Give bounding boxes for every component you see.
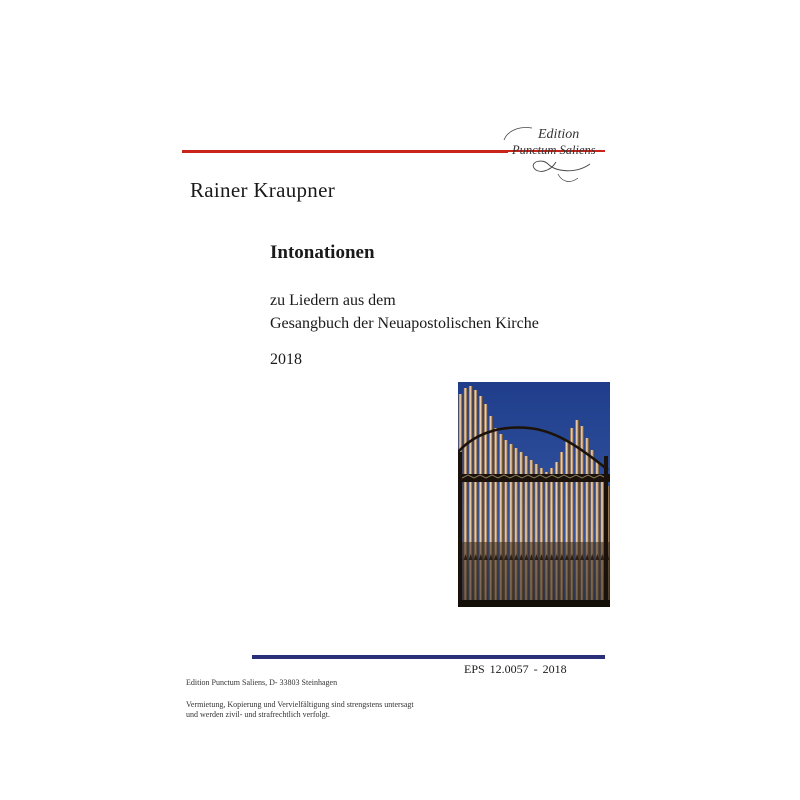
work-subtitle [270, 289, 539, 335]
subtitle-line-1: zu Liedern aus dem [270, 292, 396, 309]
logo-line2: Punctum Saliens [512, 143, 596, 157]
pipe-foot-shadow [458, 542, 610, 607]
logo-line1: Edition [538, 127, 580, 142]
subtitle-line-2: Gesangbuch der Neuapostolischen Kirche [270, 315, 539, 332]
organ-pipes-image [458, 382, 610, 607]
publisher-logo [498, 112, 616, 192]
publication-year: 2018 [270, 351, 302, 368]
catalog-number: EPS 12.0057 - 2018 [464, 662, 567, 676]
author-name: Rainer Kraupner [190, 178, 336, 202]
top-red-rule [182, 150, 508, 153]
copyright-notice [186, 700, 476, 720]
notice-line-1: Vermietung, Kopierung und Vervielfältigung sind strengstens untersagt [186, 700, 414, 709]
bottom-blue-rule [252, 655, 605, 659]
publisher-address: Edition Punctum Saliens, D- 33803 Steinhagen [186, 678, 338, 687]
notice-line-2: und werden zivil- und strafrechtlich verfolgt. [186, 710, 330, 719]
work-title: Intonationen [270, 242, 375, 263]
